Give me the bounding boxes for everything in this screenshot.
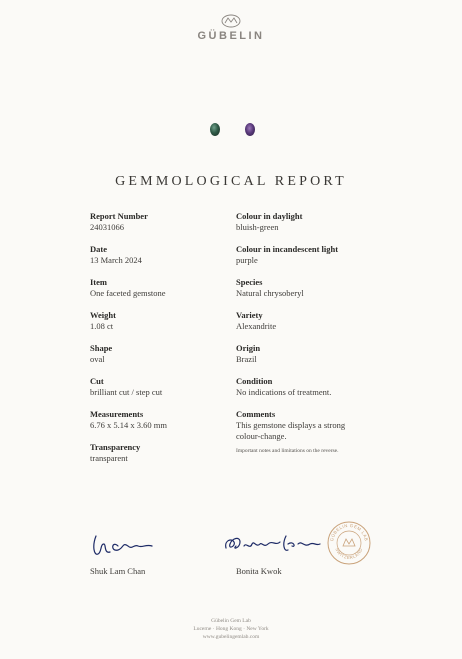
signature-right (222, 530, 322, 560)
field-value: 6.76 x 5.14 x 3.60 mm (90, 420, 167, 430)
footer-locations: Lucerne · Hong Kong · New York (193, 626, 269, 632)
field-value: oval (90, 354, 105, 364)
field-value: Brazil (236, 354, 257, 364)
field-value: No indications of treatment. (236, 387, 332, 397)
field-value: Alexandrite (236, 321, 277, 331)
field-label: Transparency (90, 442, 141, 452)
footer-lab-name: Gübelin Gem Lab (211, 618, 251, 624)
field-label: Condition (236, 376, 273, 386)
field-colour-incandescent (236, 244, 338, 266)
field-comments (236, 409, 345, 442)
svg-text:SWITZERLAND (334, 547, 363, 560)
field-value: This gemstone displays a strong (236, 420, 346, 430)
gubelin-seal-stamp (326, 520, 372, 566)
gubelin-crest-icon (221, 14, 241, 28)
field-item (90, 277, 166, 299)
field-label: Weight (90, 310, 116, 320)
field-value: 13 March 2024 (90, 255, 142, 265)
field-shape (90, 343, 112, 365)
field-cut (90, 376, 162, 398)
field-measurements (90, 409, 167, 431)
report-title: GEMMOLOGICAL REPORT (115, 174, 347, 189)
field-label: Comments (236, 409, 276, 419)
signature-left (88, 532, 160, 562)
field-label: Shape (90, 343, 113, 353)
svg-text:GÜBELIN GEM LAB (329, 523, 369, 542)
field-variety (236, 310, 276, 332)
field-label: Report Number (90, 211, 148, 221)
brand-wordmark: GÜBELIN (197, 30, 265, 42)
field-label: Colour in incandescent light (236, 244, 339, 254)
gem-photo-incandescent (245, 123, 255, 136)
field-value-continued: colour-change. (236, 431, 287, 441)
field-label: Measurements (90, 409, 144, 419)
field-report-number (90, 211, 148, 233)
signatory-right-name: Bonita Kwok (236, 566, 282, 576)
field-value: purple (236, 255, 258, 265)
field-condition (236, 376, 331, 398)
field-label: Item (90, 277, 107, 287)
field-value: brilliant cut / step cut (90, 387, 163, 397)
reverse-note: Important notes and limitations on the reverse. (236, 448, 339, 454)
field-colour-daylight (236, 211, 302, 233)
seal-text-bottom: SWITZERLAND (334, 547, 364, 561)
field-label: Variety (236, 310, 263, 320)
field-label: Origin (236, 343, 261, 353)
field-origin (236, 343, 260, 365)
field-transparency (90, 442, 140, 464)
seal-text-top: GÜBELIN GEM LAB (329, 522, 369, 542)
field-value: transparent (90, 453, 128, 463)
field-weight (90, 310, 116, 332)
field-species (236, 277, 304, 299)
field-value: 24031066 (90, 222, 124, 232)
field-value: bluish-green (236, 222, 279, 232)
field-value: Natural chrysoberyl (236, 288, 304, 298)
field-label: Colour in daylight (236, 211, 303, 221)
field-label: Cut (90, 376, 104, 386)
signatory-left-name: Shuk Lam Chan (90, 566, 146, 576)
footer-website: www.gubelingemlab.com (202, 634, 260, 640)
field-date (90, 244, 142, 266)
field-label: Date (90, 244, 107, 254)
field-label: Species (236, 277, 263, 287)
field-value: 1.08 ct (90, 321, 114, 331)
field-value: One faceted gemstone (90, 288, 166, 298)
gem-photo-daylight (210, 123, 220, 136)
